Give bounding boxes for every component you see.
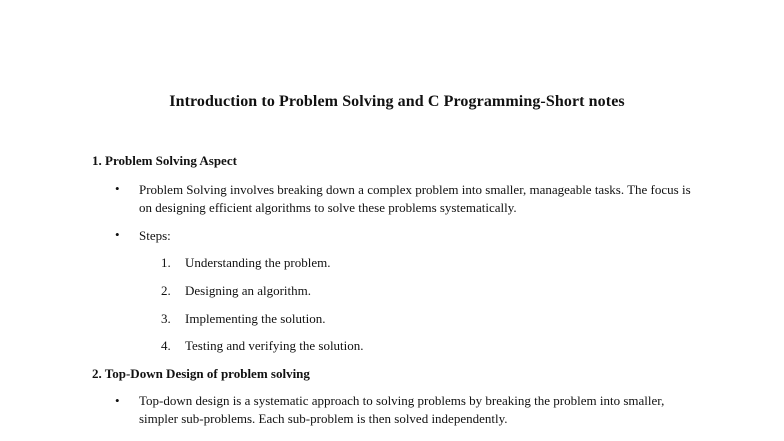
step-text: Understanding the problem. [185,255,331,270]
step-text: Testing and verifying the solution. [185,338,364,353]
bullet-marker: • [115,227,120,242]
step-number: 3. [161,311,171,326]
bullet-marker: • [115,393,120,408]
document-title: Introduction to Problem Solving and C Programming-Short notes [169,93,625,110]
paragraph-top-down-design: Top-down design is a systematic approach to solving problems by breaking the problem into smaller, simpler sub-problems. Each sub-problem is then solved independently. [139,393,665,426]
step-number: 4. [161,338,171,353]
step-number: 1. [161,255,171,270]
step-text: Implementing the solution. [185,311,326,326]
paragraph-steps-label: Steps: [139,228,171,243]
paragraph-problem-solving: Problem Solving involves breaking down a complex problem into smaller, manageable tasks. The focus is on designing efficient algorithms to solve these problems systematically. [139,182,691,215]
section-heading-top-down-design: 2. Top-Down Design of problem solving [92,366,310,381]
step-text: Designing an algorithm. [185,283,312,298]
section-heading-problem-solving: 1. Problem Solving Aspect [92,153,237,168]
step-number: 2. [161,283,171,298]
bullet-marker: • [115,181,120,196]
